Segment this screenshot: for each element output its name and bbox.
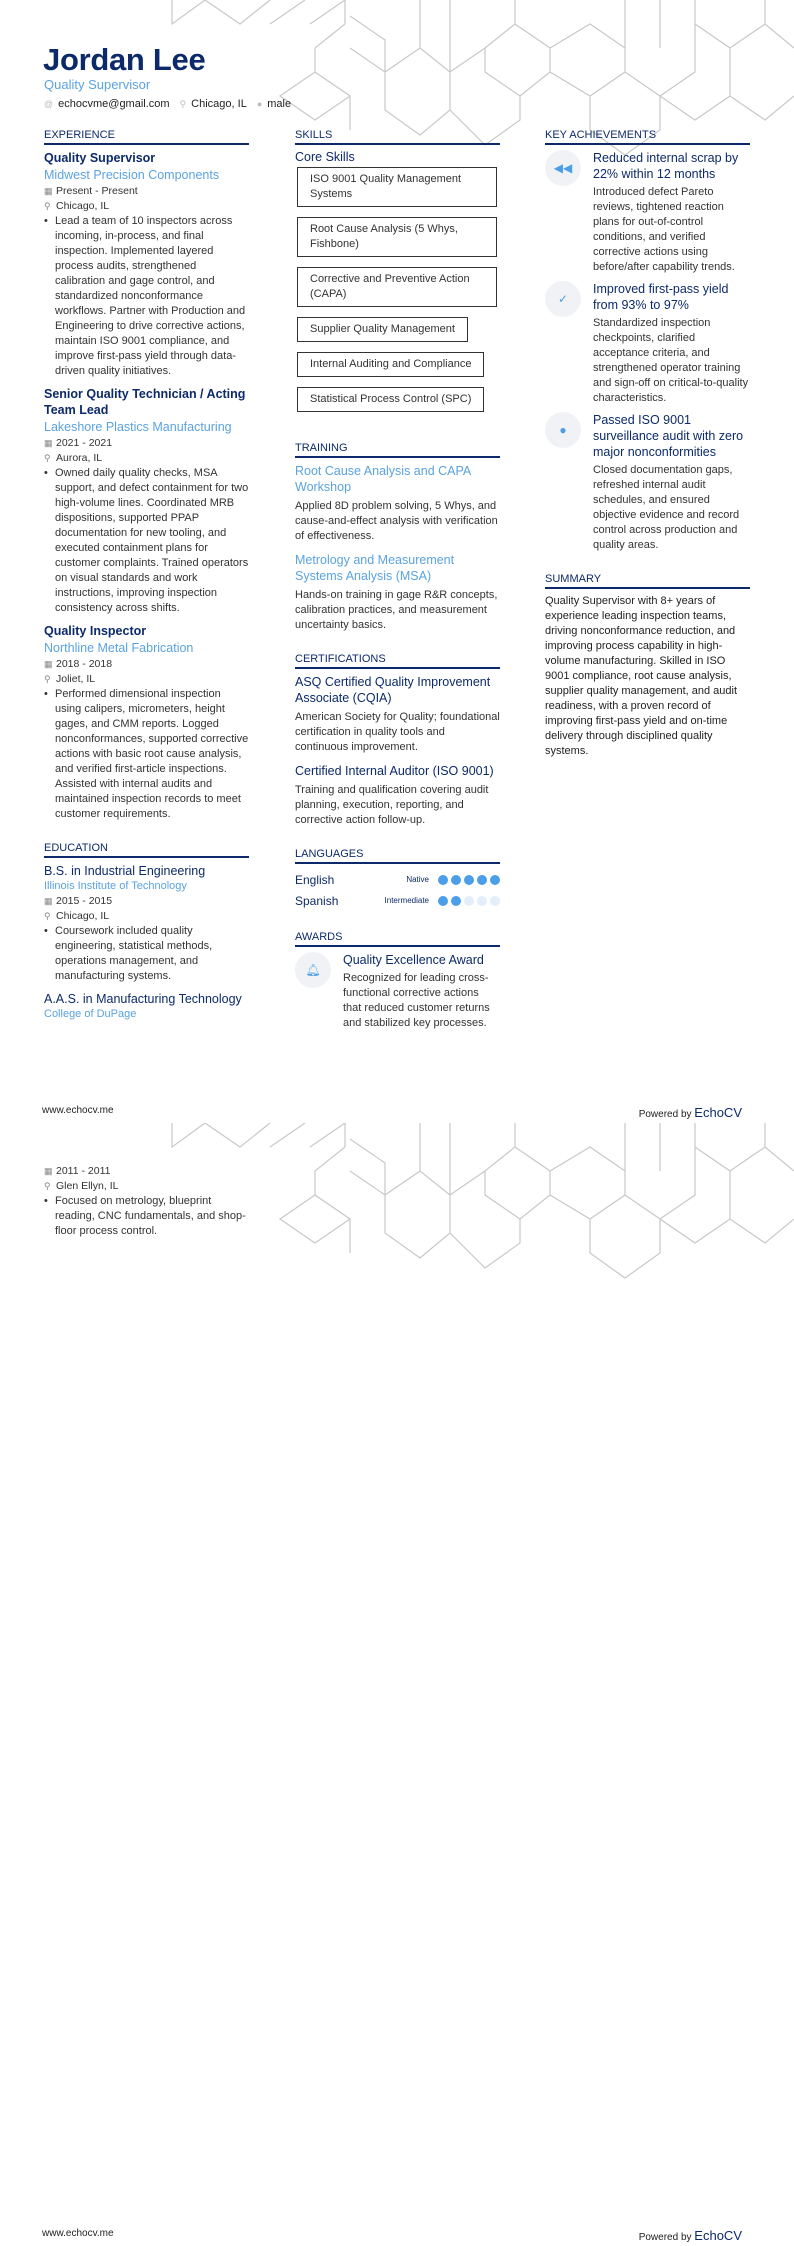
skill-tag: Internal Auditing and Compliance (297, 352, 484, 377)
achievement-item (545, 412, 750, 553)
location-text: Glen Ellyn, IL (56, 1180, 119, 1192)
training-desc: Hands-on training in gage R&R concepts, calibration practices, and measurement uncertainty basics. (295, 589, 498, 631)
language-level: Intermediate (384, 896, 429, 905)
gender-item (257, 98, 291, 110)
email-text: echocvme@gmail.com (58, 98, 170, 110)
section-heading: KEY ACHIEVEMENTS (545, 129, 750, 145)
location-text: Chicago, IL (56, 200, 110, 212)
summary-text: Quality Supervisor with 8+ years of experience leading inspection teams, driving nonconformance reduction, and improving process capability in high-volume manufacturing. Skilled in ISO 9001 compliance, root cause analysis, supplier quality management, and audit readiness, with a proven record of improving first-pass yield and on-time delivery through disciplined quality systems. (545, 595, 738, 757)
powered-by-text: Powered by (638, 2232, 692, 2243)
rating-dot (464, 875, 474, 885)
footer-powered-by[interactable] (639, 2228, 742, 2243)
bell-icon: 🔔︎ (295, 952, 331, 988)
school: Illinois Institute of Technology (44, 880, 187, 892)
dates (44, 184, 249, 199)
experience-entry (44, 150, 249, 379)
language-rating (435, 875, 500, 885)
experience-entry (44, 386, 249, 616)
calendar-icon: ▦ (44, 186, 53, 196)
education-section (44, 842, 249, 1022)
middle-column (295, 129, 500, 1051)
job-title: Quality Supervisor (44, 151, 156, 165)
bullet: • Owned daily quality checks, MSA support, and defect containment for two high-volume lines. Coordinated MRB dispositions, supported PPAP documentation for new tooling, and executed containment plans for customer complaints. Trained operators on visual standards and work instructions, improving inspection consistency across shifts. (44, 466, 249, 616)
section-heading: LANGUAGES (295, 848, 500, 864)
location-text: Chicago, IL (191, 98, 247, 110)
job-title: Senior Quality Technician / Acting Team Lead (44, 387, 246, 417)
rating-dot (438, 875, 448, 885)
calendar-icon: ▦ (44, 896, 53, 906)
candidate-title: Quality Supervisor (44, 77, 151, 92)
location-pin-icon: ⚲ (44, 911, 51, 921)
rewind-icon: ◀◀ (545, 150, 581, 186)
skill-group-title: Core Skills (295, 150, 355, 164)
location-text: Aurora, IL (56, 452, 103, 464)
brand-logo: EchoCV (694, 2228, 742, 2243)
summary-section (545, 573, 750, 759)
bullet: • Lead a team of 10 inspectors across incoming, in-process, and final inspection. Implemented layered process audits, strengthened calibration and gage control, and standardized nonconformance workflows. Partner with Production and Engineering to drive corrective actions, maintain ISO 9001 compliance, and improve first-pass yield through data-driven quality initiatives. (44, 214, 249, 379)
school: College of DuPage (44, 1008, 137, 1020)
person-icon: ● (256, 99, 263, 109)
achievement-item (545, 281, 750, 406)
skill-tag: ISO 9001 Quality Management Systems (297, 167, 497, 207)
page-2 (0, 1123, 794, 2246)
section-heading: EDUCATION (44, 842, 249, 858)
rating-dot (490, 896, 500, 906)
section-heading: TRAINING (295, 442, 500, 458)
rating-dot (477, 875, 487, 885)
dates (44, 657, 249, 672)
bullet: • Focused on metrology, blueprint reading, CNC fundamentals, and shop-floor process control. (44, 1194, 249, 1239)
award-title: Quality Excellence Award (343, 953, 484, 967)
bullet: • Performed dimensional inspection using calipers, micrometers, height gages, and CMM reports. Logged nonconformances, supported corrective actions with basic root cause analysis, and verified first-article inspections. Assisted with internal audits and maintained inspection records to meet customer requirements. (44, 687, 249, 822)
location (44, 1179, 249, 1194)
company: Lakeshore Plastics Manufacturing (44, 420, 232, 434)
rating-dot (451, 896, 461, 906)
footer-site-link[interactable]: www.echocv.me (42, 1105, 114, 1116)
section-heading: AWARDS (295, 931, 500, 947)
section-heading: SKILLS (295, 129, 500, 145)
location (44, 199, 249, 214)
footer-powered-by[interactable] (639, 1105, 742, 1120)
skills-section (295, 129, 500, 422)
dates (44, 894, 249, 909)
brand-logo: EchoCV (694, 1105, 742, 1120)
email-item[interactable] (44, 98, 170, 110)
right-column (545, 129, 750, 779)
achievement-item (545, 150, 750, 275)
location-item (180, 98, 247, 110)
footer-site-link[interactable]: www.echocv.me (42, 2228, 114, 2239)
training-title: Root Cause Analysis and CAPA Workshop (295, 464, 471, 494)
certification-desc: Training and qualification covering audit planning, execution, reporting, and corrective action follow-up. (295, 784, 489, 826)
rating-dot (490, 875, 500, 885)
location (44, 909, 249, 924)
achievement-title: Passed ISO 9001 surveillance audit with zero major nonconformities (593, 413, 744, 459)
education-entry (44, 863, 249, 984)
experience-entry (44, 623, 249, 822)
location-pin-icon: ⚲ (44, 674, 51, 684)
certification-desc: American Society for Quality; foundational certification in quality tools and continuous improvement. (295, 711, 500, 753)
award-item (295, 952, 500, 1031)
certification-title: Certified Internal Auditor (ISO 9001) (295, 764, 494, 778)
location-text: Joliet, IL (56, 673, 96, 685)
language-rating (435, 896, 500, 906)
achievement-desc: Standardized inspection checkpoints, clarified acceptance criteria, and strengthened operator training and sign-off on critical-to-quality characteristics. (593, 317, 749, 404)
awards-section (295, 931, 500, 1031)
skill-tag: Corrective and Preventive Action (CAPA) (297, 267, 497, 307)
location-pin-icon: ⚲ (44, 201, 51, 211)
contact-info (44, 98, 291, 110)
location-pin-icon: ⚲ (179, 99, 187, 109)
certifications-section (295, 653, 500, 828)
skill-tags (295, 167, 500, 422)
candidate-name: Jordan Lee (43, 42, 206, 77)
language-row (295, 869, 500, 890)
location-pin-icon: ⚲ (44, 1181, 51, 1191)
education-entry (44, 991, 249, 1022)
rating-dot (438, 896, 448, 906)
language-name: English (295, 872, 335, 887)
company: Northline Metal Fabrication (44, 641, 194, 655)
achievement-desc: Closed documentation gaps, refreshed internal audit schedules, and ensured objective evidence and record control across production and quality areas. (593, 464, 740, 551)
check-icon: ✓ (545, 281, 581, 317)
experience-section (44, 129, 249, 822)
calendar-icon: ▦ (44, 659, 53, 669)
dates-text: 2021 - 2021 (56, 437, 113, 449)
section-heading: CERTIFICATIONS (295, 653, 500, 669)
dates-text: 2018 - 2018 (56, 658, 113, 670)
dates (44, 436, 249, 451)
location-text: Chicago, IL (56, 910, 110, 922)
training-title: Metrology and Measurement Systems Analysis (MSA) (295, 553, 455, 583)
calendar-icon: ▦ (44, 1166, 53, 1176)
dates-text: 2015 - 2015 (56, 895, 113, 907)
section-heading: SUMMARY (545, 573, 750, 589)
job-title: Quality Inspector (44, 624, 147, 638)
degree: A.A.S. in Manufacturing Technology (44, 992, 242, 1006)
company: Midwest Precision Components (44, 168, 220, 182)
gender-text: male (267, 98, 292, 110)
dates (44, 1164, 249, 1179)
dates-text: 2011 - 2011 (56, 1165, 111, 1177)
location (44, 672, 249, 687)
skill-tag: Root Cause Analysis (5 Whys, Fishbone) (297, 217, 497, 257)
training-desc: Applied 8D problem solving, 5 Whys, and cause-and-effect analysis with verification of effectiveness. (295, 500, 498, 542)
left-column (44, 129, 249, 1042)
degree: B.S. in Industrial Engineering (44, 864, 206, 878)
section-heading: EXPERIENCE (44, 129, 249, 145)
skill-tag: Supplier Quality Management (297, 317, 468, 342)
rating-dot (477, 896, 487, 906)
dates-text: Present - Present (56, 185, 138, 197)
skill-tag: Statistical Process Control (SPC) (297, 387, 484, 412)
location-pin-icon: ⚲ (44, 453, 51, 463)
achievement-title: Reduced internal scrap by 22% within 12 months (593, 151, 739, 181)
achievements-section (545, 129, 750, 553)
location (44, 451, 249, 466)
language-level: Native (406, 875, 429, 884)
achievement-desc: Introduced defect Pareto reviews, tightened reaction plans for out-of-control conditions, and verified corrective actions using before/after capability trends. (593, 186, 735, 273)
certification-title: ASQ Certified Quality Improvement Associate (CQIA) (295, 675, 491, 705)
achievement-title: Improved first-pass yield from 93% to 97% (593, 282, 729, 312)
rating-dot (464, 896, 474, 906)
bullet: • Coursework included quality engineering, statistical methods, operations management, and manufacturing systems. (44, 924, 249, 984)
education-continued (44, 1164, 249, 1239)
award-desc: Recognized for leading cross-functional corrective actions that reduced customer returns and stabilized key processes. (343, 972, 490, 1029)
rating-dot (451, 875, 461, 885)
powered-by-text: Powered by (638, 1109, 692, 1120)
language-row (295, 890, 500, 911)
calendar-icon: ▦ (44, 438, 53, 448)
training-section (295, 442, 500, 633)
at-icon: @ (44, 99, 54, 109)
badge-icon: ● (545, 412, 581, 448)
language-name: Spanish (295, 893, 339, 908)
languages-section (295, 848, 500, 911)
